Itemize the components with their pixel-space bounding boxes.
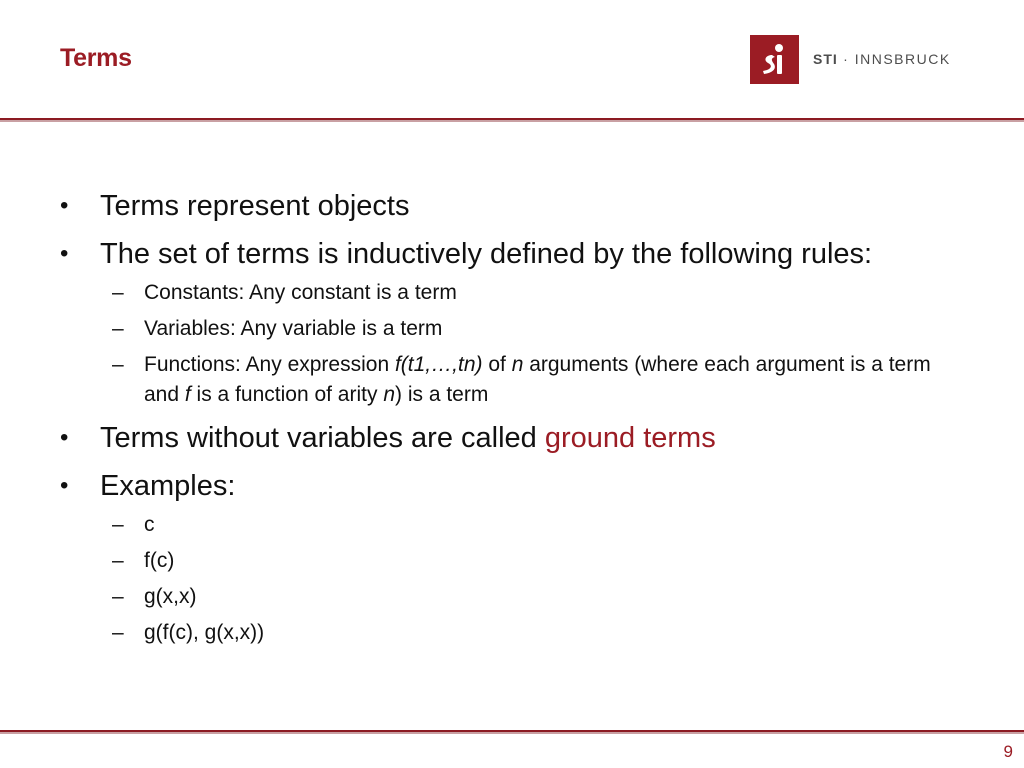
logo-separator: · [837,51,855,67]
sub-bullet-item [98,350,940,410]
example-text: g(f(c), g(x,x)) [144,621,265,644]
example-item [98,546,940,576]
dash-marker: – [112,621,124,644]
header-divider [0,118,1024,122]
page-number: 9 [1003,742,1013,761]
example-list [100,510,940,648]
logo-text [813,51,951,67]
slide-body [60,186,940,656]
bullet-list [60,186,940,648]
bullet-marker: • [60,192,69,219]
text-run: arguments (where each argument is a term and [144,353,931,406]
slide-title: Terms [60,44,132,72]
dash-marker: – [112,585,124,608]
dash-marker: – [112,549,124,572]
example-item [98,510,940,540]
example-text: f(c) [144,549,175,572]
sub-bullet-text: Constants: Any constant is a term [144,281,457,304]
text-run-italic: n [511,353,524,376]
dash-marker: – [112,281,124,304]
bullet-marker: • [60,424,69,451]
bullet-item [60,466,940,648]
sub-bullet-text [144,353,931,406]
text-run-italic: n [383,383,395,406]
bullet-marker: • [60,472,69,499]
dash-marker: – [112,317,124,340]
dash-marker: – [112,353,124,376]
bullet-text: Terms represent objects [100,190,410,222]
example-item [98,618,940,648]
text-run: is a function of arity [190,383,384,406]
text-run: of [482,353,512,376]
text-run: ) is a term [395,383,489,406]
bullet-text [100,422,716,454]
sti-logo-icon [750,35,799,84]
highlight-term: ground terms [544,422,716,454]
sti-logo [750,34,951,84]
example-item [98,582,940,612]
footer-divider [0,730,1024,734]
bullet-marker: • [60,240,69,267]
logo-location: INNSBRUCK [854,51,951,67]
text-run-italic: f [184,383,191,406]
example-text: c [144,513,155,536]
example-text: g(x,x) [144,585,197,608]
bullet-item [60,234,940,410]
bullet-text: Examples: [100,470,236,502]
dash-marker: – [112,513,124,536]
logo-brand: STI [813,51,838,67]
bullet-item [60,418,940,458]
sub-bullet-list [100,278,940,410]
sub-bullet-item [98,278,940,308]
sub-bullet-text: Variables: Any variable is a term [144,317,443,340]
bullet-item [60,186,940,226]
text-run: Functions: Any expression [144,353,395,376]
bullet-text: The set of terms is inductively defined by the following rules: [100,238,873,270]
text-run: Terms without variables are called [100,422,545,454]
sub-bullet-item [98,314,940,344]
text-run-italic: f(t1,…,tn) [394,353,483,376]
